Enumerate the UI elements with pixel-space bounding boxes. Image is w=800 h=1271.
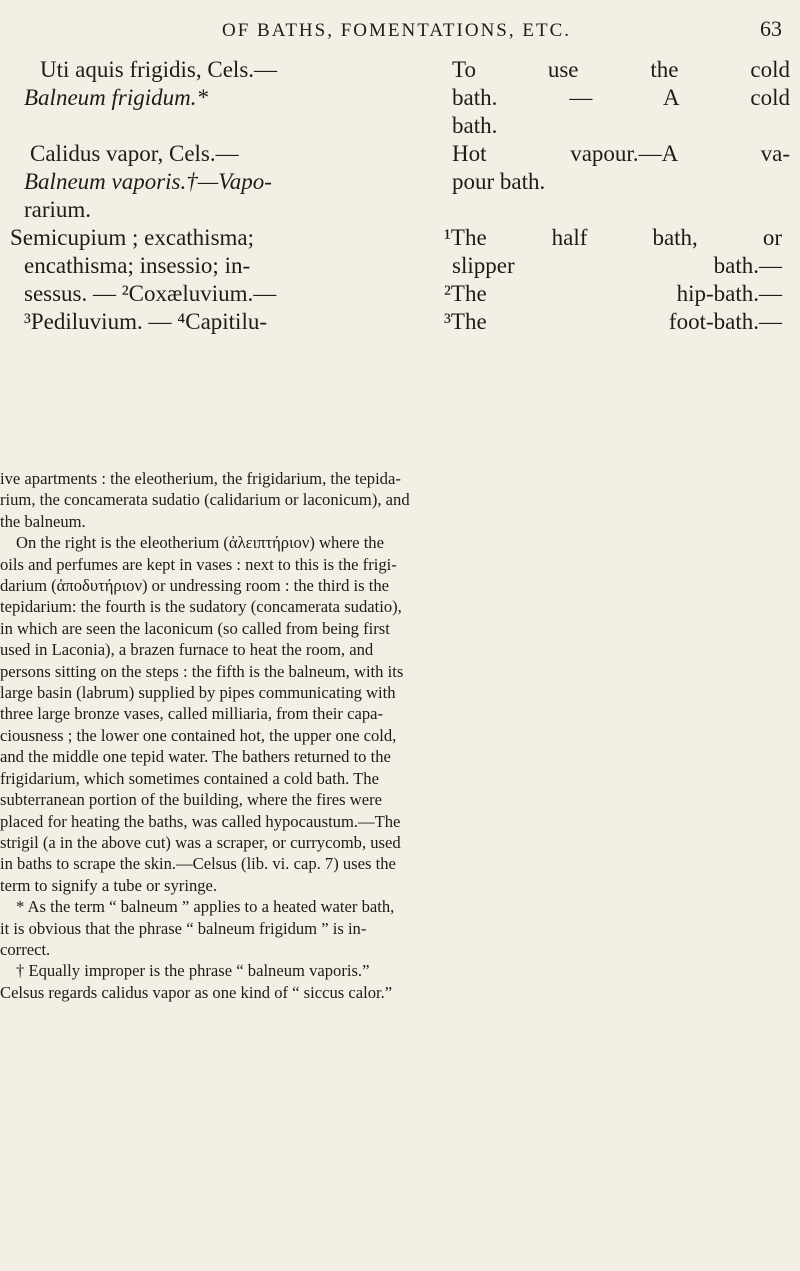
text-line: slipper bath.— bbox=[452, 253, 782, 278]
note-line: persons sitting on the steps : the fifth is the balneum, with its bbox=[0, 661, 404, 681]
text-line: Uti aquis frigidis, Cels.— bbox=[40, 57, 278, 82]
note-line: oils and perfumes are kept in vases : next to this is the frigi- bbox=[0, 554, 397, 574]
text-line: bath. — A cold bbox=[452, 85, 790, 110]
latin-term bbox=[0, 140, 440, 224]
text-line: ³The foot-bath.— bbox=[444, 309, 782, 334]
note-line: rium, the concamerata sudatio (calidarium or laconicum), and bbox=[0, 490, 410, 510]
text-line: encathisma; insessio; in- bbox=[24, 253, 251, 278]
text-line: Balneum frigidum.* bbox=[24, 85, 208, 110]
text-line: Calidus vapor, Cels.— bbox=[30, 141, 239, 166]
text-line: ¹The half bath, or bbox=[444, 225, 782, 250]
running-header bbox=[0, 14, 800, 44]
text-line: ³Pediluvium. — ⁴Capitilu- bbox=[24, 309, 267, 334]
note-line: term to signify a tube or syringe. bbox=[0, 875, 218, 895]
vocab-entry bbox=[0, 56, 800, 140]
vocab-entry bbox=[0, 224, 800, 340]
text-line: Balneum vaporis.†—Vapo- bbox=[24, 169, 272, 194]
text-line: bath. bbox=[452, 113, 498, 138]
note-line: darium (ἀποδυτήριον) or undressing room : the third is the bbox=[0, 576, 389, 596]
note-line: three large bronze vases, called milliaria, from their capa- bbox=[0, 704, 384, 724]
note-line: subterranean portion of the building, where the fires were bbox=[0, 790, 382, 810]
latin-term bbox=[0, 224, 440, 336]
text-line: pour bath. bbox=[452, 169, 546, 194]
note-line: placed for heating the baths, was called hypocaustum.—The bbox=[0, 811, 401, 831]
note-line: in which are seen the laconicum (so called from being first bbox=[0, 618, 390, 638]
note-line: On the right is the eleotherium (ἀλειπτήριον) where the bbox=[16, 533, 384, 553]
vocab-entry bbox=[0, 140, 800, 224]
note-line: used in Laconia), a brazen furnace to heat the room, and bbox=[0, 640, 374, 660]
text-line: To use the cold bbox=[452, 57, 790, 82]
text-line: sessus. — ²Coxæluvium.— bbox=[24, 281, 277, 306]
note-line: strigil (a in the above cut) was a scraper, or currycomb, used bbox=[0, 832, 401, 852]
text-line: ²The hip-bath.— bbox=[444, 281, 782, 306]
text-line: Semicupium ; excathisma; bbox=[10, 225, 255, 250]
note-line: Celsus regards calidus vapor as one kind of “ siccus calor.” bbox=[0, 982, 393, 1002]
note-line: it is obvious that the phrase “ balneum frigidum ” is in- bbox=[0, 918, 367, 938]
note-line: tepidarium: the fourth is the sudatory (concamerata sudatio), bbox=[0, 597, 402, 617]
footnote-asterisk: * As the term “ balneum ” applies to a heated water bath, bbox=[16, 897, 395, 917]
english-translation bbox=[452, 56, 790, 140]
running-title: OF BATHS, FOMENTATIONS, ETC. bbox=[222, 20, 572, 41]
note-line: in baths to scrape the skin.—Celsus (lib. vi. cap. 7) uses the bbox=[0, 854, 396, 874]
note-line: large basin (labrum) supplied by pipes communicating with bbox=[0, 683, 396, 703]
english-translation bbox=[452, 140, 790, 196]
text-line: rarium. bbox=[24, 197, 92, 222]
text-line: Hot vapour.—A va- bbox=[452, 141, 790, 166]
note-line: and the middle one tepid water. The bathers returned to the bbox=[0, 747, 391, 767]
note-line: the balneum. bbox=[0, 511, 86, 531]
note-line: frigidarium, which sometimes contained a cold bath. The bbox=[0, 768, 379, 788]
page-number: 63 bbox=[760, 16, 782, 41]
note-line: ive apartments : the eleotherium, the frigidarium, the tepida- bbox=[0, 469, 401, 488]
latin-term bbox=[0, 56, 440, 112]
note-line: correct. bbox=[0, 939, 51, 959]
english-translation bbox=[444, 224, 782, 336]
footnote-dagger: † Equally improper is the phrase “ balneum vaporis.” bbox=[16, 961, 370, 981]
footnotes bbox=[0, 468, 784, 1003]
note-line: ciousness ; the lower one contained hot, the upper one cold, bbox=[0, 725, 397, 745]
vocabulary-list bbox=[0, 56, 800, 340]
